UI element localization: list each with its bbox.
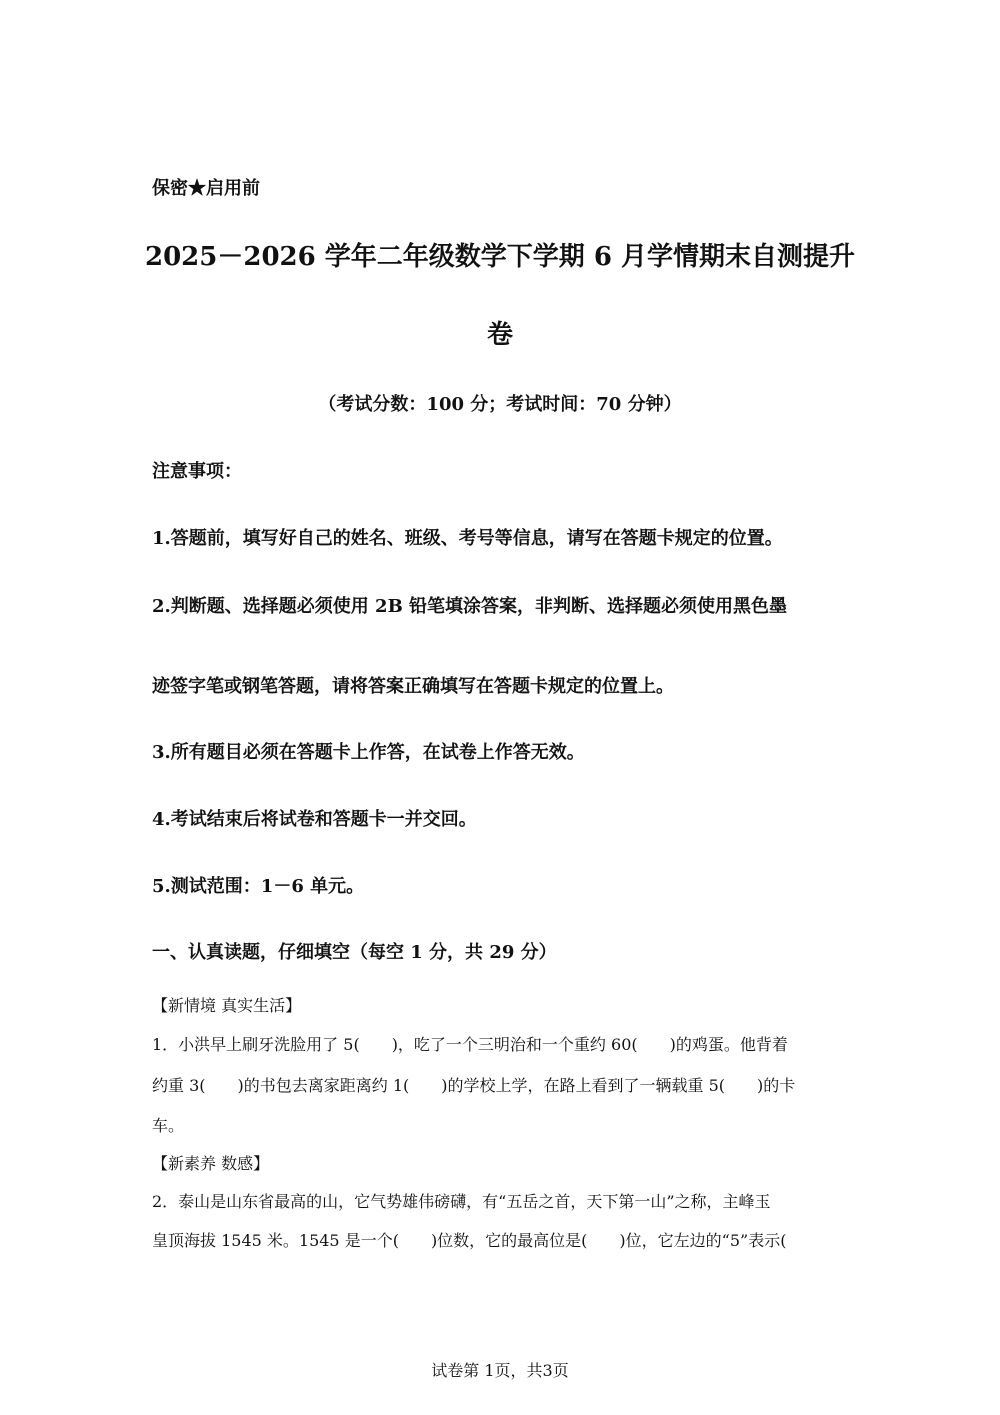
notice-item-4: 4.考试结束后将试卷和答题卡一并交回。 [152,809,477,830]
notice-item-3: 3.所有题目必须在答题卡上作答，在试卷上作答无效。 [152,742,585,763]
question-1-line-3: 车。 [152,1116,185,1135]
question-tag: 【新素养 数感】 [152,1154,270,1173]
notice-item-2-line-2: 迹签字笔或钢笔答题，请将答案正确填写在答题卡规定的位置上。 [152,676,674,697]
question-1-line-1: 1．小洪早上刷牙洗脸用了 5( )，吃了一个三明治和一个重约 60( )的鸡蛋。他背着 [152,1035,788,1054]
question-tag: 【新情境 真实生活】 [152,996,302,1015]
question-1-line-2: 约重 3( )的书包去离家距离约 1( )的学校上学，在路上看到了一辆载重 5( )的卡 [152,1076,796,1095]
page-footer: 试卷第 1页，共3页 [431,1361,569,1380]
question-2-line-2: 皇顶海拔 1545 米。1545 是一个( )位数，它的最高位是( )位，它左边的“5”表示( [152,1231,787,1250]
notice-item-2-line-1: 2.判断题、选择题必须使用 2B 铅笔填涂答案，非判断、选择题必须使用黑色墨 [152,596,788,617]
page-title-line-2: 卷 [486,320,513,350]
notice-item-1: 1.答题前，填写好自己的姓名、班级、考号等信息，请写在答题卡规定的位置。 [152,528,783,549]
exam-info: （考试分数：100 分；考试时间：70 分钟） [318,394,682,415]
notice-item-5: 5.测试范围：1－6 单元。 [152,876,365,897]
section-heading: 一、认真读题，仔细填空（每空 1 分，共 29 分） [152,942,557,963]
notice-heading: 注意事项： [152,461,242,482]
confidential-label: 保密★启用前 [152,178,260,199]
question-2-line-1: 2．泰山是山东省最高的山，它气势雄伟磅礴，有“五岳之首，天下第一山”之称，主峰玉 [152,1192,771,1211]
page-title-line-1: 2025－2026 学年二年级数学下学期 6 月学情期末自测提升 [145,242,855,272]
